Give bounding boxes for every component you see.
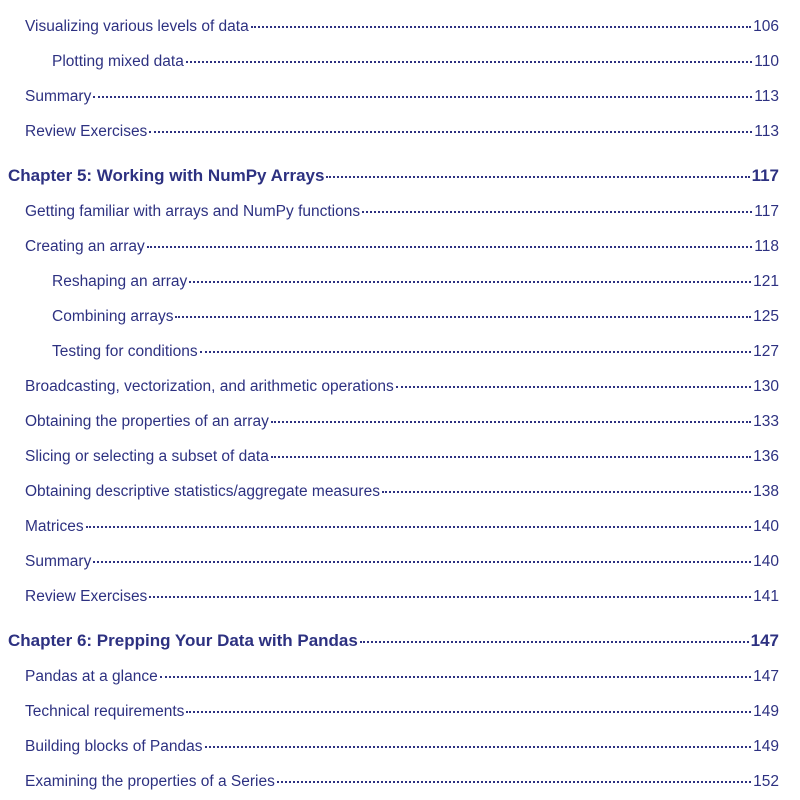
toc-entry[interactable]	[25, 18, 779, 36]
dot-leader	[175, 316, 751, 318]
toc-entry-title: Obtaining the properties of an array	[25, 413, 269, 430]
toc-entry-title: Summary	[25, 553, 92, 570]
toc-entry-title: Reshaping an array	[52, 273, 188, 290]
toc-entry[interactable]	[25, 703, 779, 721]
toc-entry-page: 121	[753, 273, 779, 290]
toc-entry-page: 130	[753, 378, 779, 395]
toc-entry[interactable]	[52, 343, 779, 361]
toc-entry-page: 149	[753, 703, 779, 720]
toc-entry[interactable]	[25, 88, 779, 106]
dot-leader	[271, 456, 751, 458]
toc-entry-title: Broadcasting, vectorization, and arithmetic operations	[25, 378, 394, 395]
dot-leader	[93, 561, 751, 563]
chapter-page: 117	[751, 166, 779, 185]
toc-entry-partial[interactable]	[25, 0, 779, 3]
toc-entry[interactable]	[52, 53, 779, 71]
toc-entry[interactable]	[25, 553, 779, 571]
toc-entry-title: Matrices	[25, 518, 84, 535]
dot-leader	[186, 61, 752, 63]
dot-leader	[362, 211, 752, 213]
toc-entry-title: Creating an array	[25, 238, 145, 255]
toc-entry-page: 110	[754, 53, 779, 70]
toc-entry-page: 140	[753, 553, 779, 570]
toc-entry-page: 136	[753, 448, 779, 465]
toc-entry[interactable]	[25, 668, 779, 686]
dot-leader	[326, 176, 749, 178]
toc-entry-page: 133	[753, 413, 779, 430]
toc-entry[interactable]	[25, 203, 779, 221]
dot-leader	[271, 421, 751, 423]
toc-entry-title: Technical requirements	[25, 703, 185, 720]
chapter-title: Chapter 5: Working with NumPy Arrays	[8, 166, 325, 185]
toc-entry-title: Summary	[25, 88, 92, 105]
toc-entry-title: Obtaining descriptive statistics/aggregate measures	[25, 483, 380, 500]
chapter-page: 147	[750, 631, 779, 650]
toc-entry-title: Building blocks of Pandas	[25, 738, 203, 755]
dot-leader	[149, 131, 752, 133]
dot-leader	[251, 26, 751, 28]
dot-leader	[200, 351, 752, 353]
toc-entry-title: Plotting mixed data	[52, 53, 184, 70]
toc-entry-page: 138	[753, 483, 779, 500]
dot-leader	[360, 641, 749, 643]
toc-entry-page: 113	[754, 88, 779, 105]
toc-entry-page: 141	[753, 588, 779, 605]
toc-entry-page: 127	[753, 343, 779, 360]
dot-leader	[147, 246, 753, 248]
toc-entry-title: Examining the properties of a Series	[25, 773, 275, 790]
toc-entry-title: Slicing or selecting a subset of data	[25, 448, 269, 465]
toc-entry-page: 106	[753, 18, 779, 35]
toc-entry-page: 147	[753, 668, 779, 685]
dot-leader	[160, 676, 751, 678]
toc-entry-title: Testing for conditions	[52, 343, 198, 360]
toc-entry-page: 140	[753, 518, 779, 535]
toc-chapter-entry[interactable]	[8, 166, 779, 186]
toc-entry-page: 125	[753, 308, 779, 325]
toc-entry[interactable]	[25, 238, 779, 256]
toc-entry[interactable]	[25, 378, 779, 396]
chapter-title: Chapter 6: Prepping Your Data with Pandas	[8, 631, 358, 650]
toc-entry-title: Review Exercises	[25, 123, 148, 140]
dot-leader	[382, 491, 751, 493]
toc-entry-title: Visualizing various levels of data	[25, 18, 249, 35]
toc-entry-title: Review Exercises	[25, 588, 148, 605]
toc-entry[interactable]	[25, 588, 779, 606]
toc-entry[interactable]	[25, 123, 779, 141]
dot-leader	[93, 96, 752, 98]
dot-leader	[396, 386, 751, 388]
toc-entry-title: Pandas at a glance	[25, 668, 158, 685]
dot-leader	[86, 526, 752, 528]
dot-leader	[205, 746, 752, 748]
toc-entry[interactable]	[25, 738, 779, 756]
toc-entry[interactable]	[52, 308, 779, 326]
toc-entry-page: 149	[753, 738, 779, 755]
toc-entry[interactable]	[52, 273, 779, 291]
toc-entry-page: 113	[754, 123, 779, 140]
toc-entry-page: 118	[754, 238, 779, 255]
toc-entry-title: Combining arrays	[52, 308, 174, 325]
toc-entry[interactable]	[25, 483, 779, 501]
dot-leader	[189, 281, 751, 283]
toc-chapter-entry[interactable]	[8, 631, 779, 651]
toc-entry[interactable]	[25, 448, 779, 466]
dot-leader	[186, 711, 751, 713]
toc-entry[interactable]	[25, 518, 779, 536]
toc-entry[interactable]	[25, 773, 779, 791]
toc-entry-page: 152	[753, 773, 779, 790]
toc-entry-title: Getting familiar with arrays and NumPy functions	[25, 203, 361, 220]
toc-entry[interactable]	[25, 413, 779, 431]
toc-entry-page: 117	[754, 203, 779, 220]
dot-leader	[277, 781, 751, 783]
dot-leader	[149, 596, 751, 598]
